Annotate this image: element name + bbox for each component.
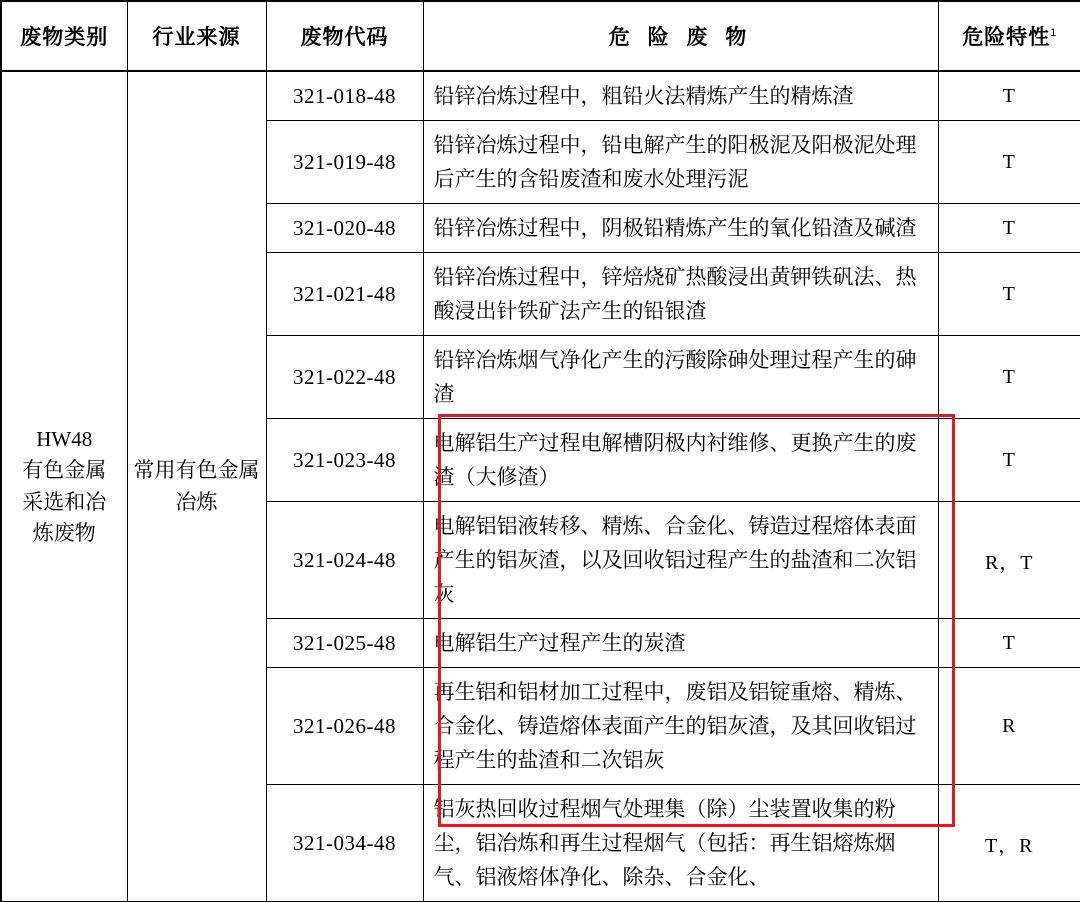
cell-waste-description: 电解铝生产过程产生的炭渣: [423, 619, 938, 668]
column-header-hazard-text: 危险特性: [962, 26, 1051, 49]
cell-waste-description: 电解铝生产过程电解槽阴极内衬维修、更换产生的废渣（大修渣）: [423, 419, 938, 502]
column-header-industry: 行业来源: [127, 1, 266, 71]
cell-waste-description: 铅锌冶炼过程中，锌焙烧矿热酸浸出黄钾铁矾法、热酸浸出针铁矿法产生的铅银渣: [423, 253, 938, 336]
table-header: [1, 1, 1080, 71]
cell-waste-code: 321-026-48: [266, 668, 423, 785]
cell-waste-description: 铅锌冶炼烟气净化产生的污酸除砷处理过程产生的砷渣: [423, 336, 938, 419]
cell-hazard-property: R，T: [938, 502, 1080, 619]
category-line: 炼废物: [32, 521, 96, 546]
table-body: [1, 71, 1080, 902]
cell-waste-description: 铅锌冶炼过程中，粗铅火法精炼产生的精炼渣: [423, 71, 938, 121]
cell-hazard-property: T: [938, 336, 1080, 419]
cell-waste-code: 321-018-48: [266, 71, 423, 121]
cell-waste-category: [1, 71, 127, 902]
category-line: 采选和冶: [22, 489, 107, 514]
cell-hazard-property: T: [938, 204, 1080, 253]
cell-waste-code: 321-021-48: [266, 253, 423, 336]
cell-waste-code: 321-023-48: [266, 419, 423, 502]
cell-waste-code: 321-020-48: [266, 204, 423, 253]
cell-waste-code: 321-034-48: [266, 785, 423, 902]
cell-waste-description: 电解铝铝液转移、精炼、合金化、铸造过程熔体表面产生的铝灰渣，以及回收铝过程产生的盐渣和二次铝灰: [423, 502, 938, 619]
column-header-waste: 危 险 废 物: [423, 1, 938, 71]
industry-line: 常用有色金属: [133, 458, 260, 483]
cell-waste-description: 再生铝和铝材加工过程中，废铝及铝锭重熔、精炼、合金化、铸造熔体表面产生的铝灰渣，及其回收铝过程产生的盐渣和二次铝灰: [423, 668, 938, 785]
column-header-hazard-superscript: 1: [1050, 27, 1057, 39]
cell-hazard-property: T: [938, 71, 1080, 121]
cell-hazard-property: R: [938, 668, 1080, 785]
table-header-row: [1, 1, 1080, 71]
column-header-category: 废物类别: [1, 1, 127, 71]
cell-hazard-property: T，R: [938, 785, 1080, 902]
cell-industry-source: [127, 71, 266, 902]
cell-hazard-property: T: [938, 253, 1080, 336]
category-line: HW48: [36, 426, 93, 451]
cell-hazard-property: T: [938, 619, 1080, 668]
category-line: 有色金属: [22, 458, 107, 483]
cell-waste-description: 铝灰热回收过程烟气处理集（除）尘装置收集的粉尘，铝冶炼和再生过程烟气（包括：再生铝熔炼烟气、铝液熔体净化、除杂、合金化、: [423, 785, 938, 902]
cell-hazard-property: T: [938, 121, 1080, 204]
table-row: [1, 71, 1080, 121]
cell-hazard-property: T: [938, 419, 1080, 502]
column-header-code: 废物代码: [266, 1, 423, 71]
cell-waste-description: 铅锌冶炼过程中，铅电解产生的阳极泥及阳极泥处理后产生的含铅废渣和废水处理污泥: [423, 121, 938, 204]
cell-waste-description: 铅锌冶炼过程中，阴极铅精炼产生的氧化铅渣及碱渣: [423, 204, 938, 253]
column-header-hazard: [938, 1, 1080, 71]
cell-waste-code: 321-025-48: [266, 619, 423, 668]
industry-line: 冶炼: [175, 489, 218, 514]
cell-waste-code: 321-024-48: [266, 502, 423, 619]
cell-waste-code: 321-022-48: [266, 336, 423, 419]
cell-waste-code: 321-019-48: [266, 121, 423, 204]
